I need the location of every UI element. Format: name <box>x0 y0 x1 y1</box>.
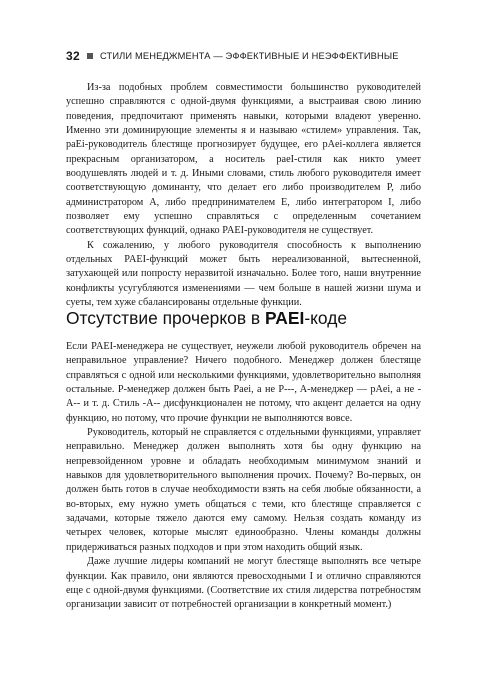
paragraph: Если PAEI-менеджера не существует, неужели любой руководитель обречен на неправильное управление? Ничего подобного. Менеджер должен блестяще справляться с одной или несколькими функциями, удовлетворительно выполняя остальные. P-менеджер должен быть Paei, а не P---, A-менеджер — pAei, а не -A-- и т. д. Стиль -A-- дисфункционален не потому, что акцент делается на одну функцию, но потому, что прочие функции не выполняются вовсе. <box>66 341 421 424</box>
paragraph: Из-за подобных проблем совместимости большинство руководителей успешно справляются с одной-двумя функциями, а выстраивая свою линию поведения, предпочитают применять навыки, которыми владеют уверенно. Именно эти доминирующие элементы я и называю «стилем» управления. Так, paEi-руководитель блестяще прогнозирует будущее, его pAei-коллега является прекрасным организатором, а носитель paeI-стиля как никто умеет воодушевлять людей и т. д. Иными словами, стиль любого руководителя имеет соответствующую доминанту, что делает его либо производителем P, либо администратором A, либо предпринимателем E, либо интегратором I, либо позволяет ему успешно справляться с определенным сочетанием соответствующих функций, однако PAEI-руководителя не существует. <box>66 82 421 237</box>
square-marker-icon <box>87 53 93 59</box>
section-text <box>66 340 421 613</box>
paragraph: Руководитель, который не справляется с отдельными функциями, управляет неправильно. Менеджер должен выполнять хотя бы одну функцию на непревзойденном уровне и обладать необходимым минимумом знаний и навыков для удовлетворительного выполнения прочих. Почему? Во-первых, он должен быть готов в случае необходимости взять на себя любые обязанности, а во-вторых, ему нужно уметь общаться с теми, кто блестяще справляется с задачами, которые тяжело даются ему самому. Нельзя создать команду из четырех человек, которые мыслят единообразно. Члены команды должны придерживаться разных подходов и при этом находить общий язык. <box>66 427 421 553</box>
paragraph: Даже лучшие лидеры компаний не могут блестяще выполнять все четыре функции. Как правило, они являются превосходными I и отлично справляются еще с одной-двумя функциями. (Соответствие их стиля лидерства потребностям организации зависит от потребностей организации в конкретный момент.) <box>66 556 421 611</box>
running-header-title: СТИЛИ МЕНЕДЖМЕНТА — ЭФФЕКТИВНЫЕ И НЕЭФФЕКТИВНЫЕ <box>99 51 399 61</box>
section-heading-code: PAEI <box>265 308 305 328</box>
section-heading-suffix: -коде <box>304 308 348 328</box>
intro-text <box>66 81 421 311</box>
paragraph: К сожалению, у любого руководителя способность к выполнению отдельных PAEI-функций может быть нереализованной, вытесненной, затухающей или попросту неразвитой изначально. Более того, наши внутренние конфликты усугубляются изменениями — чем больше в нашей жизни шума и суеты, тем хуже сбалансированы отдельные функции. <box>66 239 421 309</box>
page-number: 32 <box>66 49 80 63</box>
section-heading <box>66 307 426 329</box>
section-heading-prefix: Отсутствие прочерков в <box>66 308 261 328</box>
running-header <box>66 48 426 64</box>
